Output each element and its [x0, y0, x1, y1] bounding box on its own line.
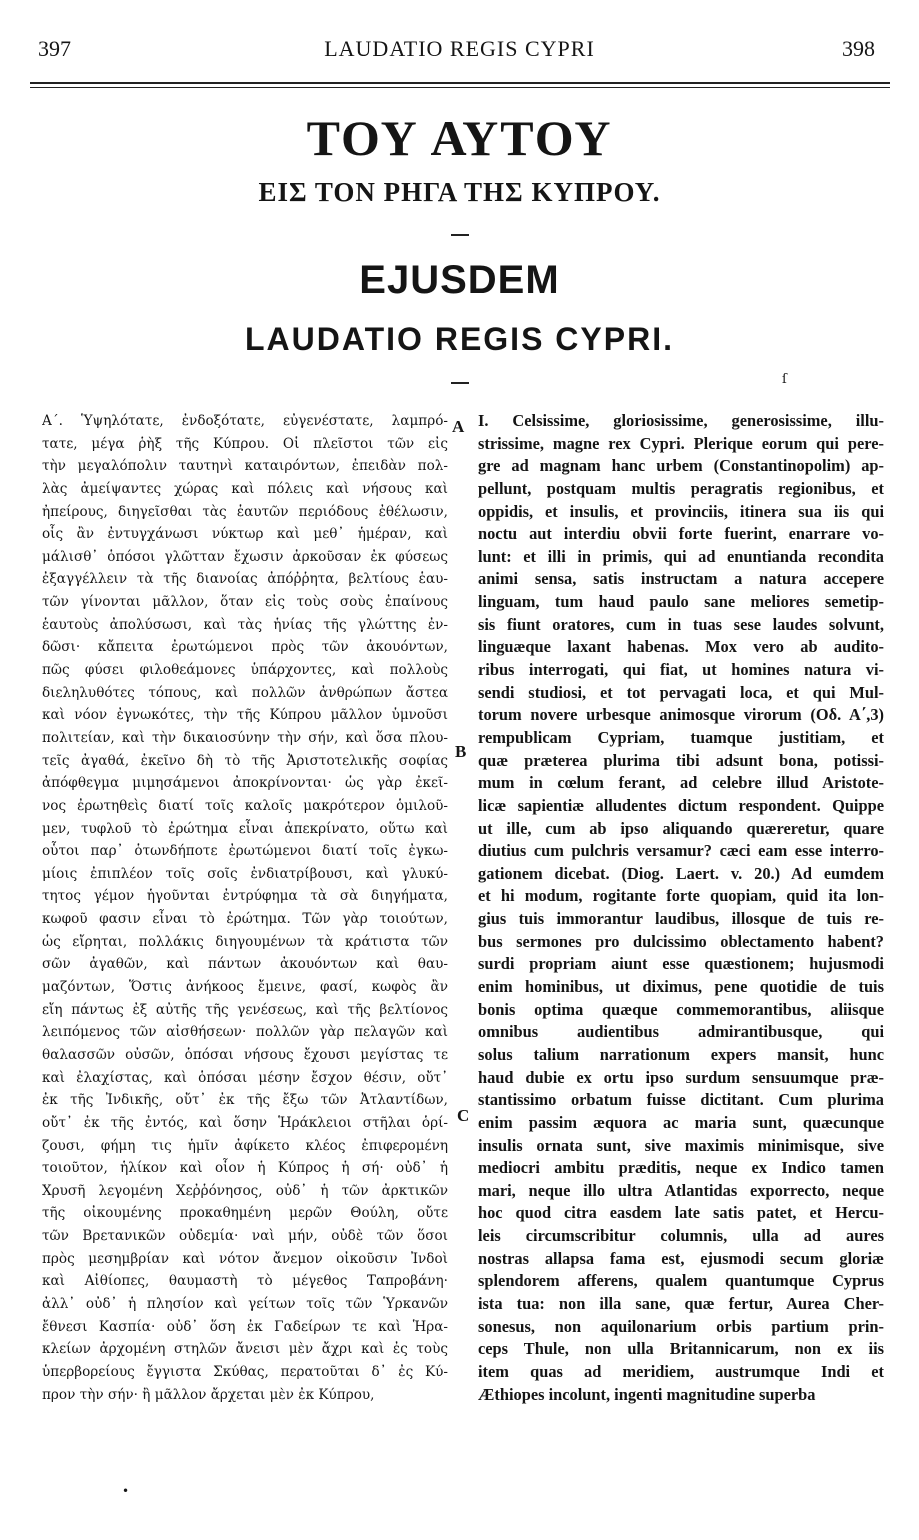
margin-letter-b: B: [455, 742, 467, 761]
page-number-left: 397: [38, 36, 71, 61]
latin-text-line: hoc quod citra easdem late satis patet, et Hercu-: [478, 1203, 884, 1223]
latin-text-line: ceps Thule, non ulla Britannicarum, non ex iis: [478, 1339, 884, 1359]
latin-text-line: Æthiopes incolunt, ingenti magnitudine superba: [478, 1384, 816, 1404]
greek-text-line: ἀλλ᾽ οὐδ᾽ ἡ πλησίον καὶ γείτων τοῖς τῶν Ὑρκανῶν: [42, 1295, 448, 1312]
greek-text-line: καὶ Αἰθίοπες, θαυμαστὴ τὸ μέγεθος Ταπροβάνη·: [42, 1273, 448, 1290]
running-head: [0, 0, 919, 72]
latin-text-line: oppidis, et insulis, et provinciis, itinera sua iis qui: [478, 501, 884, 521]
latin-text-line: gationem dicebat. (Diog. Laert. v. 20.) Ad eumdem: [478, 863, 884, 883]
latin-text-line: mediocri ambitu præditis, neque ex Indico tamen: [478, 1158, 884, 1178]
greek-text-line: κλείων ἀρχομένη στηλῶν ἄνεισι μὲν ἄχρι καὶ ἐς τοὺς: [42, 1341, 448, 1358]
latin-text-line: nostras allapsa fama est, ejusmodi secum gloriæ: [478, 1248, 884, 1268]
greek-text-line: τεῖς ἀγαθά, ἐκεῖνο δὴ τὸ τῆς Ἀριστοτελικῆς σοφίας: [42, 752, 448, 769]
latin-text-line: linguæque laxant habenas. Mox vero ab audito-: [478, 637, 884, 657]
greek-text-line: πρὸς μεσημβρίαν καὶ νότον ἄνεμον οἰκοῦσιν Ἰνδοὶ: [42, 1250, 448, 1267]
stray-mark: ſ: [782, 372, 787, 387]
greek-text-line: ὑπερβορείους ἔγγιστα Σκύθας, περατοῦται δ᾽ ἐς Κύ-: [42, 1363, 448, 1380]
greek-text-line: νος ἐρωτηθεὶς διατί τοῖς καλοῖς μακρότερον ὁμιλοῦ-: [42, 797, 448, 814]
greek-text-line: τοιοῦτον, ἡλίκον καὶ οἷον ἡ Κύπρος ἡ σή· οὐδ᾽ ἡ: [42, 1160, 448, 1177]
greek-text-line: ἠπείρους, διηγεῖσθαι τὰς ἑαυτῶν περιόδους ἐθέλωσιν,: [42, 503, 448, 520]
latin-text-line: bus sermones pro dulcissimo oblectamento habent?: [478, 931, 884, 951]
latin-text-line: item quas ad meridiem, austrumque Indi et: [478, 1361, 884, 1381]
greek-text-line: τὴν μεγαλόπολιν ταυτηνὶ καταιρόντων, ἐπειδὰν πολ-: [42, 458, 448, 475]
title-divider-lower: [451, 382, 469, 384]
latin-text-line: insulis ornata sunt, sive maximis minimisque, sive: [478, 1135, 884, 1155]
greek-text-line: οὔτ᾽ ἐκ τῆς ἐντός, καὶ ὅσην Ἡράκλειοι στῆλαι ὁρί-: [42, 1114, 448, 1131]
greek-text-line: θαλασσῶν οὐσῶν, ὁπόσαι νήσους ἔχουσι μεγίστας τε: [42, 1046, 448, 1063]
greek-text-line: πολιτείαν, καὶ τὴν δικαιοσύνην τὴν σήν, καὶ ὅσα πλου-: [42, 729, 448, 746]
latin-text-line: enim passim æquora ac maria sunt, quæcunque: [478, 1112, 884, 1132]
latin-text-line: I. Celsissime, gloriosissime, generosissime, illu-: [478, 411, 884, 430]
greek-text-line: καὶ νόον ἐγνωκότες, τὴν τῆς Κύπρου μᾶλλον ὑμνοῦσι: [42, 707, 448, 724]
margin-letter-c: C: [457, 1106, 470, 1125]
latin-text-line: strissime, magne rex Cypri. Plerique eorum qui pere-: [478, 433, 884, 453]
latin-text-line: omnibus audientibus admirantibusque, qui: [478, 1022, 884, 1042]
latin-text-line: mari, neque illo ultra Atlantidas exporrecto, neque: [478, 1180, 884, 1200]
latin-text-line: splendorem afferens, qualem quantumque Cyprus: [478, 1271, 884, 1291]
latin-text-line: sendi studiosi, et tot pervagati loca, et qui Mul-: [478, 682, 884, 702]
greek-text-line: τῆς οἰκουμένης προκαθημένη μερῶν Θούλη, οὔτε: [42, 1205, 448, 1222]
greek-subtitle: ΕΙΣ ΤΟΝ ΡΗΓΑ ΤΗΣ ΚΥΠΡΟΥ.: [258, 177, 661, 207]
latin-text-line: ista tua: non illa sane, quæ fertur, Aurea Cher-: [478, 1293, 884, 1313]
greek-text-line: πῶς φύσει φιλοθεάμονες ὑπάρχοντες, καὶ πολλοὺς: [42, 662, 448, 679]
latin-text-line: et hi modum, rogitante forte quopiam, quid ita lon-: [478, 886, 884, 906]
latin-text-line: sonesus, non aquilonarium orbis partium prin-: [478, 1316, 884, 1336]
greek-text-line: διεληλυθότες τόπους, καὶ πολλῶν ἀνθρώπων ἄστεα: [42, 684, 448, 701]
text-columns: [0, 410, 919, 1520]
greek-text-line: τῶν γίνονται μᾶλλον, ὅταν εἰς τοὺς σοὺς ἐπαίνους: [42, 594, 448, 611]
latin-text-line: haud dubie ex ortu ipso surdum sensuumque præ-: [478, 1067, 884, 1087]
latin-text-line: gius tuis immorantur laudibus, illosque de tuis re-: [478, 909, 884, 929]
greek-text-line: μαζόντων, Ὅστις ἀνήκοος ἔμεινε, φασί, κωφὸς ἂν: [42, 979, 448, 996]
latin-text-line: torum novere urbesque animosque virorum (Οδ. Α΄,3): [478, 705, 884, 725]
latin-text-line: gre ad magnam hanc urbem (Constantinopolim) ap-: [478, 456, 884, 476]
latin-text-line: sis fiunt oratores, cum in tuas sese laudes solvunt,: [478, 614, 884, 634]
greek-text-line: Χρυσῆ λεγομένη Χεῤῥόνησος, οὐδ᾽ ἡ τῶν ἀρκτικῶν: [42, 1182, 448, 1199]
greek-text-line: τῶν Βρετανικῶν οὐδεμία· ναὶ μήν, οὐδὲ τῶν ὅσοι: [42, 1228, 448, 1245]
latin-text-line: enim hominibus, ut diximus, pene quotidie de tuis: [478, 977, 884, 997]
title-block: [0, 108, 919, 404]
greek-text-line: τατε, μέγα ῥὴξ τῆς Κύπρου. Οἱ πλεῖστοι τῶν εἰς: [42, 435, 448, 452]
latin-text-line: ribus interrogati, qui fiat, ut homines natura vi-: [478, 660, 884, 680]
latin-text-line: animi sensa, satis instructam a natura accepere: [478, 569, 884, 589]
greek-text-line: προν τὴν σήν· ἢ μᾶλλον ἄρχεται μὲν ἐκ Κύπρου,: [42, 1386, 375, 1403]
greek-text-line: ἔθνεσι Κασπία· οὐδ᾽ ὅση ἐκ Γαδείρων τε καὶ Ἡρα-: [42, 1318, 448, 1335]
latin-column: [478, 410, 884, 1406]
latin-text-line: leis circumscribitur columnis, ulla ad aures: [478, 1226, 884, 1246]
latin-text-line: diutius cum pulchris versamur? cæci eam esse interro-: [478, 841, 884, 861]
latin-text-line: noctu aut interdiu obvii forte fuerint, enarrare vo-: [478, 524, 884, 544]
page-number-right: 398: [842, 36, 875, 61]
greek-text-line: Α΄. Ὑψηλότατε, ἐνδοξότατε, εὐγενέστατε, λαμπρό-: [42, 413, 448, 429]
greek-text-line: λειπόμενος τῶν αἰσθήσεων· πολλῶν γὰρ πελαγῶν καὶ: [42, 1024, 448, 1041]
latin-text-line: surdi propriam aiunt esse quæstionem; hujusmodi: [478, 954, 884, 974]
greek-column: [42, 410, 448, 1406]
latin-text-line: quæ præterea plurima tibi adsunt bona, potissi-: [478, 750, 884, 770]
latin-text-line: pellunt, postquam multis peragratis regionibus, et: [478, 478, 884, 498]
running-title: LAUDATIO REGIS CYPRI: [324, 36, 595, 61]
title-divider: [451, 234, 469, 236]
greek-text-line: καὶ ἐλαχίστας, καὶ ὁπόσαι μέσην ἔσχον θέσιν, οὔτ᾽: [42, 1069, 448, 1086]
header-rule: [30, 82, 890, 88]
greek-text-line: οὗτοι παρ᾽ ὁτωνδήποτε ἐρωτώμενοι διατί τοῖς ἐγκω-: [42, 843, 448, 860]
latin-text-line: bonis optima quæque commemorantibus, aliisque: [478, 999, 884, 1019]
greek-title: ΤΟΥ ΑΥΤΟΥ: [306, 110, 613, 166]
greek-text-line: κωφοῦ φασιν εἶναι τὸ ἐρώτημα. Τῶν γὰρ τοιούτων,: [42, 911, 448, 928]
greek-text-line: οἷς ἂν ἐντυγχάνωσι νύκτωρ καὶ μεθ᾽ ἡμέραν, καὶ: [42, 526, 448, 543]
margin-letter-a: A: [452, 417, 465, 436]
greek-text-line: δῶσι· κἄπειτα ἐρωτώμενοι πρὸς τῶν ἀκουόντων,: [42, 639, 448, 656]
greek-text-line: ἀπόφθεγμα μιμησάμενοι ἀποκρίνονται· ὡς γὰρ ἐκεῖ-: [42, 775, 448, 792]
greek-text-line: λὰς ἀμείψαντες χώρας καὶ πόλεις καὶ νήσους καὶ: [42, 480, 448, 497]
latin-text-line: mum in cœlum ferant, ad celebre illud Aristote-: [478, 773, 884, 793]
latin-text-line: linguam, tum haud paulo sane meliores semetip-: [478, 592, 884, 612]
greek-text-line: ἐξαγγέλλειν τὰ τῆς διανοίας ἀπόῤῥητα, βελτίους ἑαυ-: [42, 571, 448, 588]
latin-text-line: ut ille, cum ab ipso aliquando quæreretur, quare: [478, 818, 884, 838]
greek-text-line: μάλισθ᾽ ὁπόσοι γλῶτταν ἔχωσιν ἀρκοῦσαν ἐκ φύσεως: [42, 548, 448, 565]
greek-text-line: ὡς εἴρηται, πολλάκις διηγουμένων τὰ κράτιστα τῶν: [42, 933, 448, 950]
greek-text-line: τητος γέμον ἡγοῦνται ἐντρύφημα τὰ σὰ διηγήματα,: [42, 888, 448, 905]
latin-title: EJUSDEM: [359, 258, 560, 302]
latin-text-line: lunt: et illi in primis, qui ad enuntianda recondita: [478, 546, 884, 566]
greek-text-line: σῶν ἀγαθῶν, καὶ πάντων ἀκουόντων καὶ θαυ-: [42, 956, 448, 973]
greek-text-line: μεν, τυφλοῦ τὸ ἐρώτημα εἶναι ἀπεκρίνατο, οὕτω καὶ: [42, 820, 448, 837]
bottom-mark: •: [122, 1484, 130, 1498]
greek-text-line: ἐκ τῆς Ἰνδικῆς, οὔτ᾽ ἐκ τῆς ἔξω τῶν Ἀτλαντίδων,: [42, 1092, 448, 1109]
greek-text-line: ζουσι, φήμη τις ἡμῖν ἀφίκετο κλέος ἐπιφερομένη: [42, 1137, 448, 1154]
latin-text-line: stantissimo orbatum fuisse dictitant. Cum plurima: [478, 1090, 884, 1110]
latin-subtitle: LAUDATIO REGIS CYPRI.: [245, 321, 674, 357]
greek-text-line: εἴη πάντως ἐξ αὐτῆς τῆς γενέσεως, καὶ τῆς βελτίονος: [42, 1001, 448, 1018]
latin-text-line: solus talium narrationum expers mansit, hunc: [478, 1044, 884, 1064]
greek-text-line: μίοις ἐπιπλέον τοῖς σοῖς ἐνδιατρίβουσι, καὶ γλυκύ-: [42, 865, 448, 882]
latin-text-line: licæ sapientiæ alludentes dictum respondent. Quippe: [478, 795, 884, 815]
greek-text-line: ἑαυτοὺς ἀπολύσωσι, καὶ τὰς ἡνίας τῆς γλώττης ἐν-: [42, 616, 448, 633]
latin-text-line: rempublicam Cypriam, tuamque justitiam, et: [478, 727, 884, 747]
